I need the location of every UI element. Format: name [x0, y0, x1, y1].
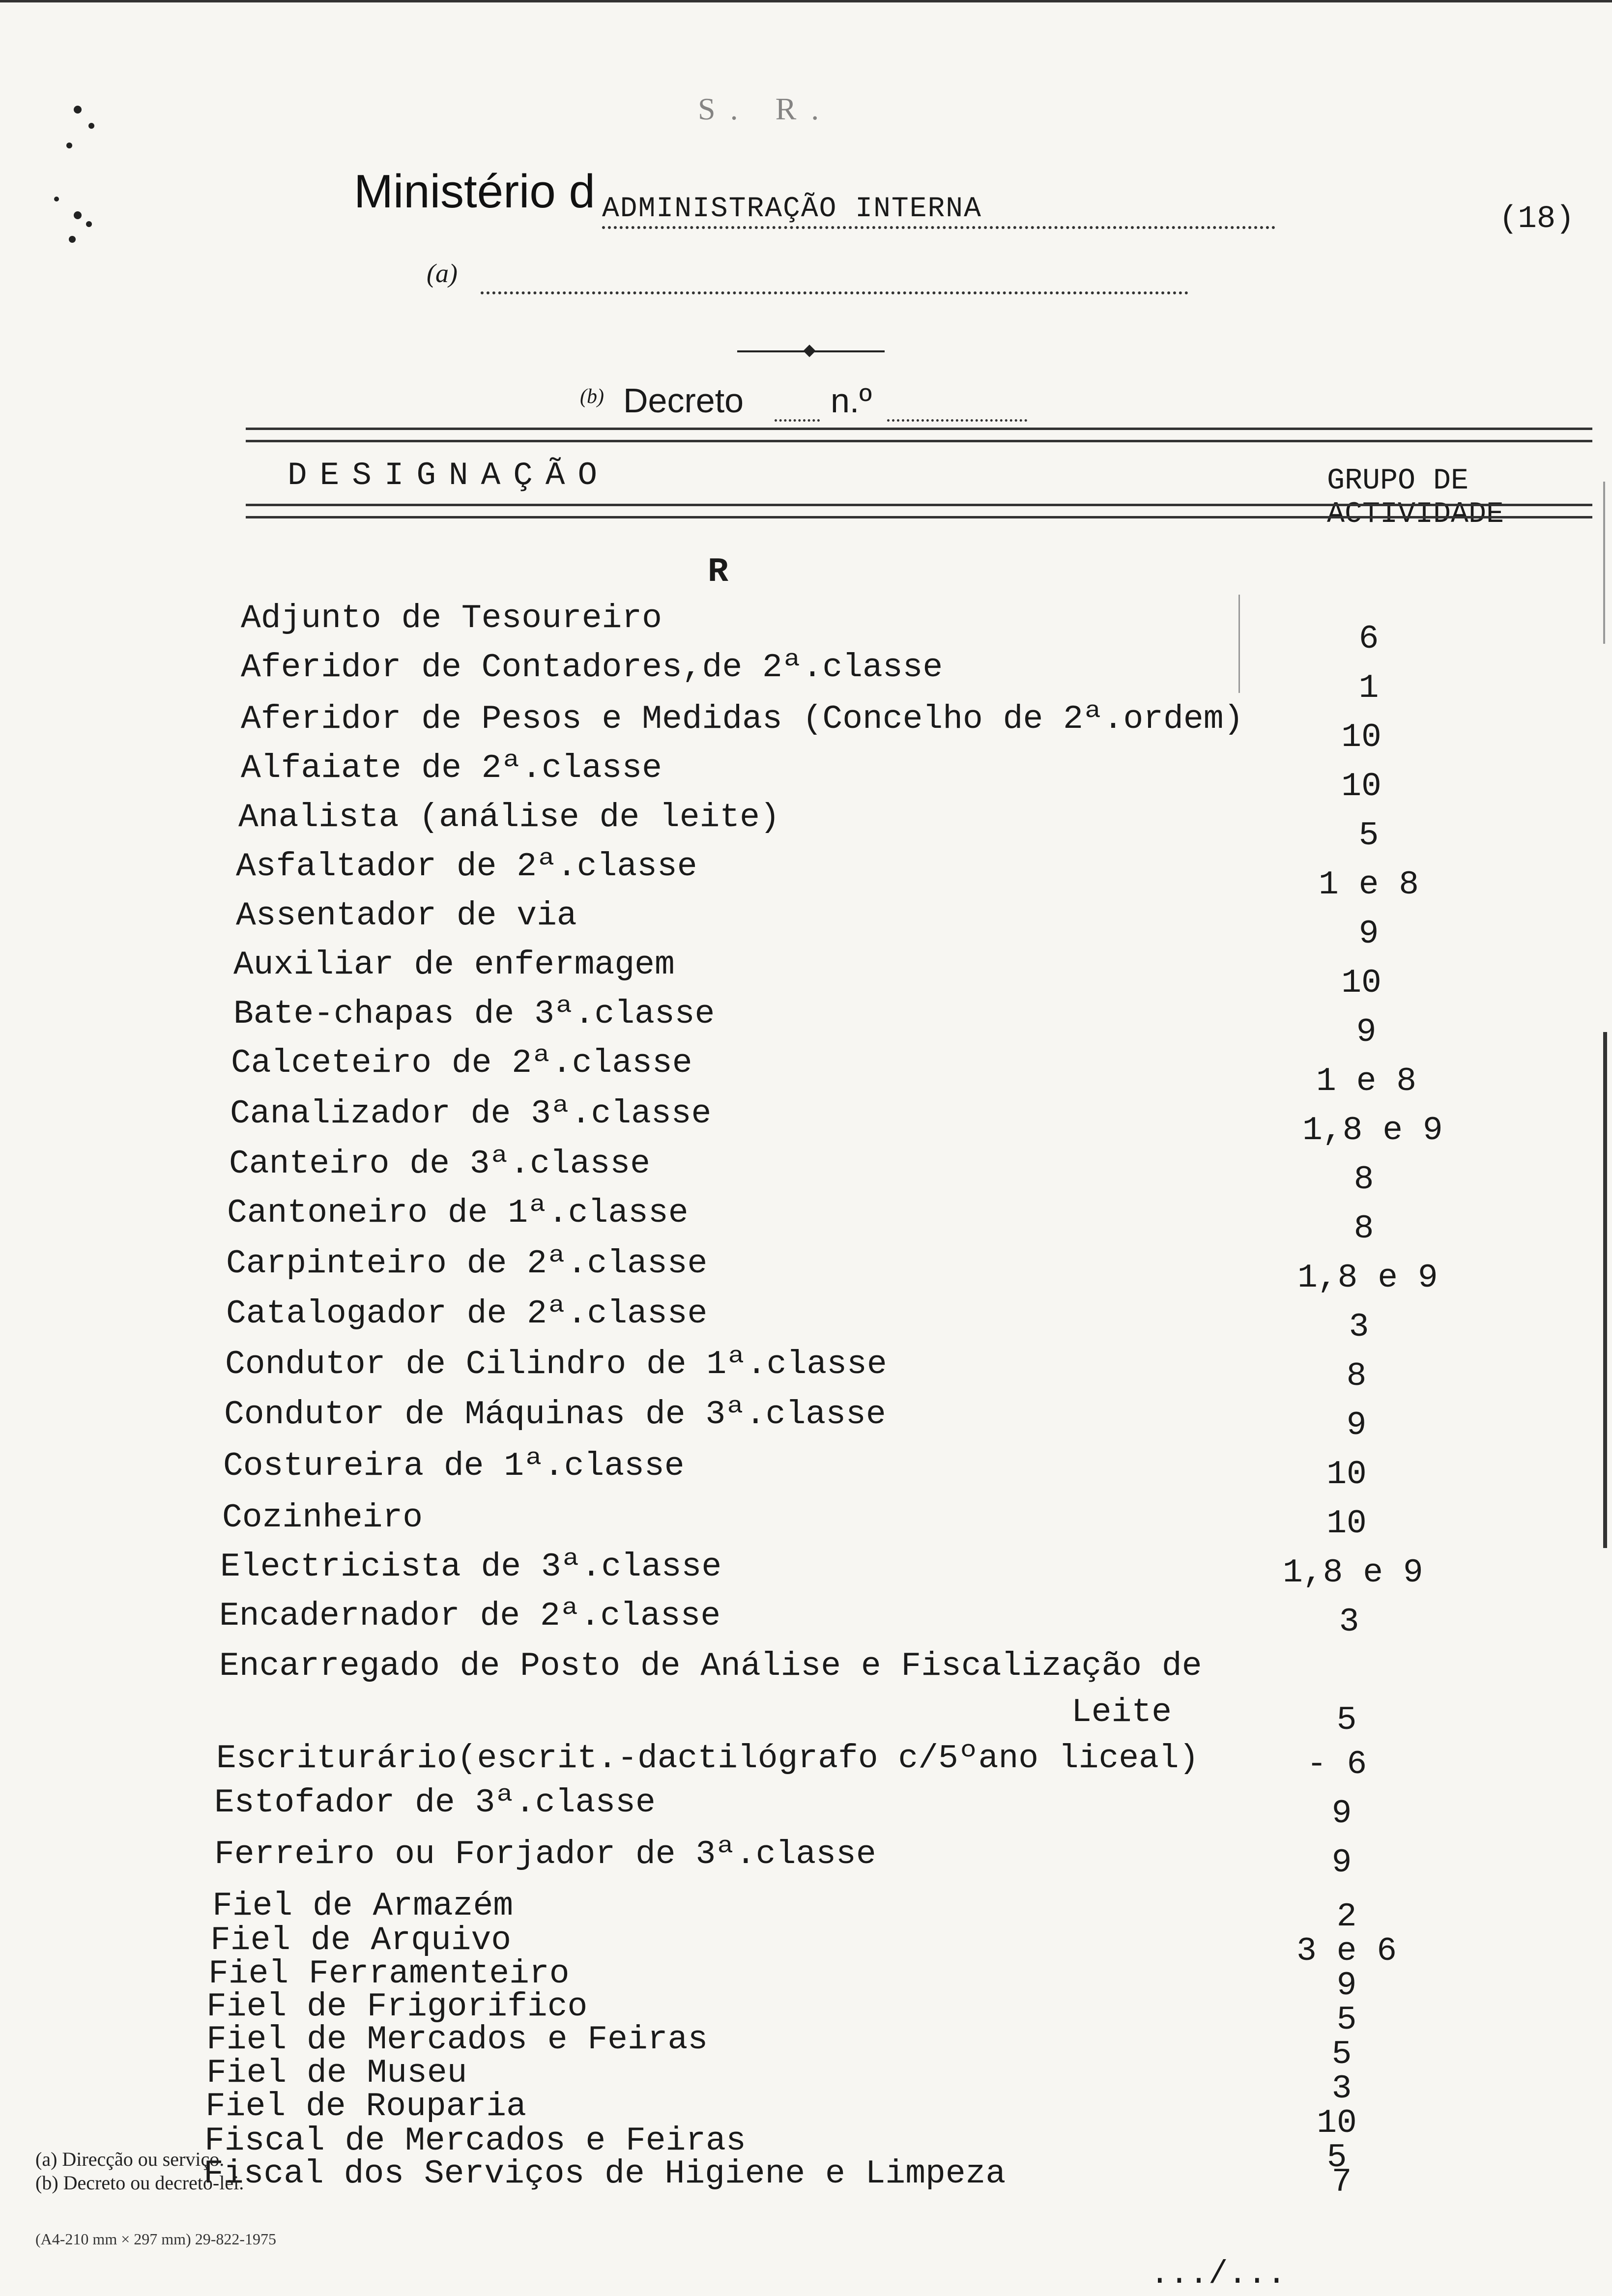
designation-item: Aferidor de Pesos e Medidas (Concelho de 2ª.ordem) [241, 700, 1244, 738]
designation-item: Ferreiro ou Forjador de 3ª.classe [214, 1836, 876, 1873]
activity-group: 8 [1353, 1161, 1374, 1199]
activity-group: 3 e 6 [1296, 1932, 1397, 1970]
designation-item: Fiel Ferramenteiro [208, 1955, 570, 1993]
activity-group: 2 [1336, 1898, 1357, 1936]
activity-group: 1 e 8 [1318, 866, 1419, 904]
activity-group: 1,8 e 9 [1297, 1259, 1438, 1297]
activity-group: 9 [1331, 1844, 1352, 1882]
column-header-grupo-line2: ACTIVIDADE [1327, 498, 1504, 531]
column-header-grupo [1327, 464, 1504, 531]
designation-item: Asfaltador de 2ª.classe [236, 848, 697, 886]
activity-group: 9 [1331, 1795, 1352, 1833]
designation-item: Encarregado de Posto de Análise e Fiscalização de [219, 1647, 1202, 1685]
activity-group: 3 [1339, 1603, 1359, 1641]
designation-item-continuation: Leite [1071, 1693, 1172, 1731]
activity-group: 6 [1358, 620, 1379, 658]
activity-group: 9 [1358, 915, 1379, 953]
designation-item: Alfaiate de 2ª.classe [241, 749, 662, 787]
speck [88, 123, 94, 129]
activity-group: 9 [1346, 1406, 1367, 1444]
designation-item: Costureira de 1ª.classe [223, 1447, 685, 1485]
ministry-name: ADMINISTRAÇÃO INTERNA [602, 193, 982, 225]
designation-item: Fiel de Mercados e Feiras [206, 2021, 708, 2059]
designation-item: Fiel de Frigorifico [206, 1988, 588, 2026]
double-rule-top [246, 428, 1592, 442]
designation-item: Estofador de 3ª.classe [214, 1784, 656, 1822]
designation-item: Canalizador de 3ª.classe [230, 1095, 712, 1133]
designation-item: Fiscal dos Serviços de Higiene e Limpeza [203, 2155, 1006, 2193]
activity-group: 3 [1331, 2070, 1352, 2108]
designation-item: Aferidor de Contadores,de 2ª.classe [241, 649, 943, 687]
decreto-dotted-blank [775, 419, 820, 422]
double-rule-bottom [246, 504, 1592, 518]
activity-group: 10 [1341, 718, 1382, 756]
designation-item: Electricista de 3ª.classe [220, 1548, 722, 1586]
activity-group: 3 [1349, 1308, 1369, 1346]
activity-group: 5 [1326, 2139, 1347, 2177]
decreto-number-label: n.º [831, 381, 872, 420]
activity-group: 5 [1358, 817, 1379, 855]
ornament-divider [737, 346, 885, 356]
designation-item: Condutor de Máquinas de 3ª.classe [224, 1396, 886, 1434]
speck [66, 143, 72, 148]
designation-item: Fiel de Rouparia [205, 2088, 526, 2125]
ministry-line [354, 165, 1278, 233]
footnote-a: (a) Direcção ou serviço. [35, 2148, 225, 2170]
speck [54, 197, 59, 201]
section-letter: R [708, 553, 729, 592]
column-header-designacao: DESIGNAÇÃO [288, 457, 610, 494]
activity-group: 8 [1346, 1357, 1367, 1395]
designation-item: Encadernador de 2ª.classe [219, 1597, 721, 1635]
designation-item: Auxiliar de enfermagem [233, 946, 675, 984]
designation-item: Bate-chapas de 3ª.classe [233, 995, 715, 1033]
decreto-note-marker: (b) [580, 385, 604, 408]
activity-group: 1,8 e 9 [1302, 1112, 1443, 1149]
designation-item: Cantoneiro de 1ª.classe [227, 1194, 689, 1232]
designation-item: Adjunto de Tesoureiro [241, 600, 662, 637]
activity-group: 7 [1331, 2163, 1352, 2201]
edge-mark [1603, 1032, 1607, 1548]
footnote-b: (b) Decreto ou decreto-lei. [35, 2172, 244, 2194]
activity-group: 10 [1317, 2104, 1357, 2142]
activity-group: 1 [1358, 669, 1379, 707]
form-code: (A4-210 mm × 297 mm) 29-822-1975 [35, 2230, 276, 2248]
activity-group: 10 [1326, 1505, 1367, 1543]
ministry-prefix: Ministério d [354, 165, 595, 218]
speck [74, 211, 82, 219]
designation-item: Fiscal de Mercados e Feiras [204, 2122, 746, 2160]
designation-item: Analista (análise de leite) [238, 799, 780, 836]
pencil-mark [1238, 595, 1240, 693]
activity-group: 10 [1341, 964, 1382, 1002]
footnotes [35, 2148, 244, 2195]
decreto-number-dotted-blank [887, 419, 1027, 422]
speck [86, 221, 92, 227]
diamond-icon [803, 344, 815, 357]
decreto-label: Decreto [623, 381, 744, 420]
activity-group: 1 e 8 [1316, 1062, 1417, 1100]
continued-mark: .../... [1150, 2256, 1287, 2293]
direction-label: (a) [427, 258, 458, 288]
activity-group: 5 [1331, 2036, 1352, 2073]
activity-group: 9 [1356, 1013, 1377, 1051]
activity-group: 5 [1336, 1701, 1357, 1739]
activity-group: - 6 [1306, 1746, 1367, 1783]
direction-line [427, 258, 1193, 297]
seal-stamp: S. R. [698, 91, 834, 126]
top-rule [0, 0, 1612, 2]
edge-mark [1603, 482, 1605, 644]
activity-group: 9 [1336, 1967, 1357, 2005]
designation-item: Calceteiro de 2ª.classe [231, 1044, 692, 1082]
column-header-grupo-line1: GRUPO DE [1327, 464, 1469, 498]
page-number: (18) [1499, 201, 1575, 237]
designation-item: Carpinteiro de 2ª.classe [226, 1245, 708, 1283]
designation-item: Catalogador de 2ª.classe [226, 1295, 708, 1333]
activity-group: 1,8 e 9 [1283, 1554, 1423, 1592]
designation-item: Assentador de via [236, 897, 577, 935]
ministry-dotted-line [602, 226, 1275, 229]
speck [69, 236, 76, 243]
designation-item: Canteiro de 3ª.classe [229, 1145, 650, 1183]
designation-item: Fiel de Arquivo [210, 1922, 512, 1959]
designation-item: Escriturário(escrit.-dactilógrafo c/5ºano liceal) [216, 1740, 1199, 1778]
activity-group: 10 [1326, 1456, 1367, 1493]
direction-dotted-line [481, 291, 1188, 294]
designation-item: Fiel de Armazém [212, 1887, 514, 1925]
decreto-line [580, 381, 1032, 430]
designation-item: Condutor de Cilindro de 1ª.classe [225, 1346, 887, 1383]
activity-group: 10 [1341, 768, 1382, 805]
speck [74, 106, 82, 114]
activity-group: 8 [1353, 1210, 1374, 1248]
designation-item: Cozinheiro [222, 1499, 423, 1537]
activity-group: 5 [1336, 2001, 1357, 2039]
designation-item: Fiel de Museu [206, 2054, 467, 2092]
